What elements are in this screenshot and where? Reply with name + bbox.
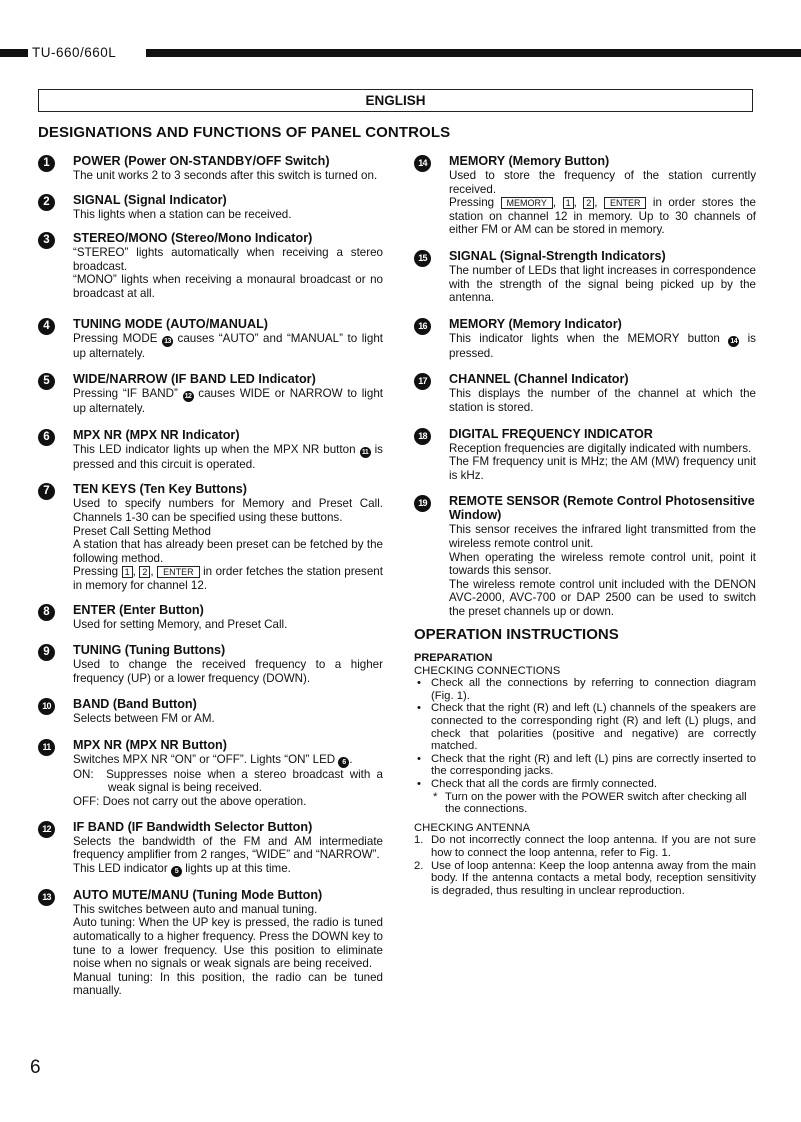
- item-number-badge: 5: [38, 373, 55, 390]
- item-7: [38, 482, 383, 592]
- item-1: [38, 154, 383, 183]
- item-number-badge: 14: [414, 155, 431, 172]
- item-text: Used to change the received frequency to a higher frequency (UP) or a lower frequency (DOWN).: [73, 658, 383, 685]
- ref-badge: 5: [171, 866, 182, 877]
- item-title: MEMORY (Memory Button): [449, 154, 610, 168]
- item-text: Preset Call Setting Method: [73, 524, 211, 538]
- item-on-text: ON: Suppresses noise when a stereo broadcast with a weak signal is being received.: [73, 767, 383, 795]
- item-title: MEMORY (Memory Indicator): [449, 316, 622, 331]
- item-title: DIGITAL FREQUENCY INDICATOR: [449, 426, 653, 441]
- item-text: This LED indicator lights up when the MPX NR button 11 is pressed and this circuit is operated.: [73, 442, 383, 471]
- item-number-badge: 13: [38, 889, 55, 906]
- key-1: 1: [563, 197, 574, 209]
- language-banner: [38, 89, 753, 112]
- item-text: The unit works 2 to 3 seconds after this switch is turned on.: [73, 169, 378, 182]
- note: * Turn on the power with the POWER switch after checking all the connections.: [414, 791, 756, 816]
- item-text: Pressing 1 , 2 , ENTER in order fetches the station present in memory for channel 12.: [73, 565, 383, 592]
- item-title: SIGNAL (Signal Indicator): [73, 192, 227, 207]
- item-number-badge: 18: [414, 428, 431, 445]
- item-text: This lights when a station can be received.: [73, 207, 292, 221]
- checking-connections-heading: CHECKING CONNECTIONS: [414, 664, 561, 677]
- left-column: [38, 154, 383, 1008]
- item-title: REMOTE SENSOR (Remote Control Photosensitive Window): [449, 494, 755, 523]
- item-number-badge: 16: [414, 318, 431, 335]
- item-10: [38, 697, 383, 726]
- list-item: • Check that the right (R) and left (L) pins are correctly inserted to the corresponding jacks.: [414, 753, 756, 778]
- list-item: 1. Do not incorrectly connect the loop antenna. If you are not sure how to connect the loop antenna, refer to Fig. 1.: [414, 834, 756, 859]
- item-number-badge: 3: [38, 232, 55, 249]
- ref-badge: 14: [728, 336, 739, 347]
- item-title: TUNING MODE (AUTO/MANUAL): [73, 316, 268, 331]
- item-11: [38, 738, 383, 809]
- item-8: [38, 603, 383, 632]
- item-text: Auto tuning: When the UP key is pressed, the radio is tuned automatically to a higher frequency. Press the DOWN key to tune to a lower frequency. Use this position to eliminate noise when no signals or weak signals are being received.: [73, 916, 383, 971]
- item-15: [414, 249, 756, 305]
- item-number-badge: 6: [38, 429, 55, 446]
- item-number-badge: 7: [38, 483, 55, 500]
- item-5: [38, 372, 383, 416]
- header-bar: [0, 47, 801, 59]
- item-number-badge: 9: [38, 644, 55, 661]
- item-off-text: OFF: Does not carry out the above operation.: [73, 795, 307, 809]
- item-16: [414, 317, 756, 361]
- ref-badge: 11: [360, 447, 371, 458]
- item-title: MPX NR (MPX NR Button): [73, 737, 227, 752]
- item-title: BAND (Band Button): [73, 697, 197, 712]
- item-number-badge: 11: [38, 739, 55, 756]
- language-label: ENGLISH: [365, 93, 426, 108]
- item-number-badge: 19: [414, 495, 431, 512]
- ref-badge: 6: [338, 757, 349, 768]
- item-text: Switches MPX NR “ON” or “OFF”. Lights “ON” LED 6 .: [73, 752, 353, 766]
- item-text: Reception frequencies are digitally indicated with numbers.: [449, 441, 752, 455]
- item-4: [38, 317, 383, 361]
- item-text: Pressing MEMORY , 1 , 2 , ENTER in order stores the station on channel 12 in memory. Up to 30 channels of either FM or AM can be stored in memory.: [449, 196, 756, 237]
- item-13: [38, 888, 383, 998]
- list-item: • Check all the connections by referring to connection diagram (Fig. 1).: [414, 677, 756, 702]
- item-text: Used to specify numbers for Memory and Preset Call. Channels 1-30 can be specified using these buttons.: [73, 497, 383, 524]
- item-text: When operating the wireless remote control unit, point it towards this sensor.: [449, 550, 756, 578]
- preparation-heading: PREPARATION: [414, 652, 493, 665]
- page-title: DESIGNATIONS AND FUNCTIONS OF PANEL CONTROLS: [38, 124, 451, 141]
- operation-title: OPERATION INSTRUCTIONS: [414, 626, 619, 644]
- key-2: 2: [139, 566, 150, 578]
- item-number-badge: 17: [414, 373, 431, 390]
- item-number-badge: 1: [38, 155, 55, 172]
- key-2: 2: [583, 197, 594, 209]
- item-12: [38, 820, 383, 877]
- item-number-badge: 10: [38, 698, 55, 715]
- item-text: “STEREO” lights automatically when receiving a stereo broadcast.: [73, 246, 383, 273]
- key-enter: ENTER: [604, 197, 647, 209]
- item-18: [414, 427, 756, 483]
- item-text: Pressing MODE 13 causes “AUTO” and “MANUAL” to light up alternately.: [73, 331, 383, 360]
- item-text: Used for setting Memory, and Preset Call.: [73, 617, 288, 631]
- item-9: [38, 643, 383, 685]
- item-title: STEREO/MONO (Stereo/Mono Indicator): [73, 231, 313, 246]
- item-number-badge: 15: [414, 250, 431, 267]
- list-item: 2. Use of loop antenna: Keep the loop antenna away from the main body. If the antenna contacts a metal body, reception sensitivity is degraded, thus resulting in unclear reproduction.: [414, 859, 756, 897]
- key-enter: ENTER: [157, 566, 200, 578]
- item-text: This switches between auto and manual tuning.: [73, 902, 318, 916]
- item-text: Used to store the frequency of the station currently received.: [449, 169, 756, 196]
- key-memory: MEMORY: [501, 197, 553, 209]
- item-title: TUNING (Tuning Buttons): [73, 643, 226, 658]
- item-title: IF BAND (IF Bandwidth Selector Button): [73, 819, 313, 834]
- item-title: POWER (Power ON-STANDBY/OFF Switch): [73, 154, 330, 168]
- item-title: MPX NR (MPX NR Indicator): [73, 427, 240, 442]
- operation-section: [414, 652, 756, 897]
- item-text: Selects between FM or AM.: [73, 712, 215, 726]
- item-text: A station that has already been preset can be fetched by the following method.: [73, 538, 383, 565]
- page-number: 6: [30, 1057, 41, 1078]
- item-number-badge: 8: [38, 604, 55, 621]
- header-rule-right: [146, 49, 801, 57]
- item-19: [414, 494, 756, 618]
- item-text: This sensor receives the infrared light transmitted from the wireless remote control unit.: [449, 523, 756, 550]
- item-text: “MONO” lights when receiving a monaural broadcast or no broadcast at all.: [73, 273, 383, 300]
- item-number-badge: 4: [38, 318, 55, 335]
- item-17: [414, 372, 756, 414]
- ref-badge: 12: [183, 391, 194, 402]
- list-item: • Check that all the cords are firmly connected.: [414, 778, 756, 791]
- item-text: The wireless remote control unit included with the DENON AVC-2000, AVC-700 or DAP 2500 can be used to switch the preset channels up or down.: [449, 577, 756, 618]
- item-text: Manual tuning: In this position, the radio can be tuned manually.: [73, 970, 383, 998]
- checking-antenna-heading: CHECKING ANTENNA: [414, 821, 531, 834]
- item-3: [38, 231, 383, 300]
- item-title: SIGNAL (Signal-Strength Indicators): [449, 248, 666, 263]
- item-title: WIDE/NARROW (IF BAND LED Indicator): [73, 372, 316, 387]
- item-number-badge: 2: [38, 194, 55, 211]
- item-text: Selects the bandwidth of the FM and AM intermediate frequency amplifier from 2 ranges, “WIDE” and “NARROW”.: [73, 834, 383, 862]
- item-title: ENTER (Enter Button): [73, 602, 204, 617]
- key-1: 1: [122, 566, 133, 578]
- item-14: [414, 154, 756, 237]
- item-text: The FM frequency unit is MHz; the AM (MW) frequency unit is kHz.: [449, 455, 756, 482]
- item-text: This indicator lights when the MEMORY button 14 is pressed.: [449, 331, 756, 360]
- list-item: • Check that the right (R) and left (L) channels of the speakers are connected to the corresponding right (R) and left (L) plugs, and check that polarities (positive and negative) are correctly matched.: [414, 702, 756, 752]
- item-number-badge: 12: [38, 821, 55, 838]
- right-column: [414, 154, 756, 897]
- item-title: TEN KEYS (Ten Key Buttons): [73, 482, 247, 497]
- model-name: TU-660/660L: [32, 45, 117, 60]
- header-rule-left: [0, 49, 28, 57]
- ref-badge: 13: [162, 336, 173, 347]
- item-6: [38, 428, 383, 472]
- item-title: AUTO MUTE/MANU (Tuning Mode Button): [73, 887, 323, 902]
- item-text: The number of LEDs that light increases in correspondence with the strength of the signal being picked up by the antenna.: [449, 263, 756, 305]
- item-title: CHANNEL (Channel Indicator): [449, 372, 629, 387]
- item-text: This displays the number of the channel at which the station is stored.: [449, 387, 756, 414]
- item-2: [38, 193, 383, 222]
- item-text: Pressing “IF BAND” 12 causes WIDE or NARROW to light up alternately.: [73, 387, 383, 416]
- item-text: This LED indicator 5 lights up at this time.: [73, 861, 291, 875]
